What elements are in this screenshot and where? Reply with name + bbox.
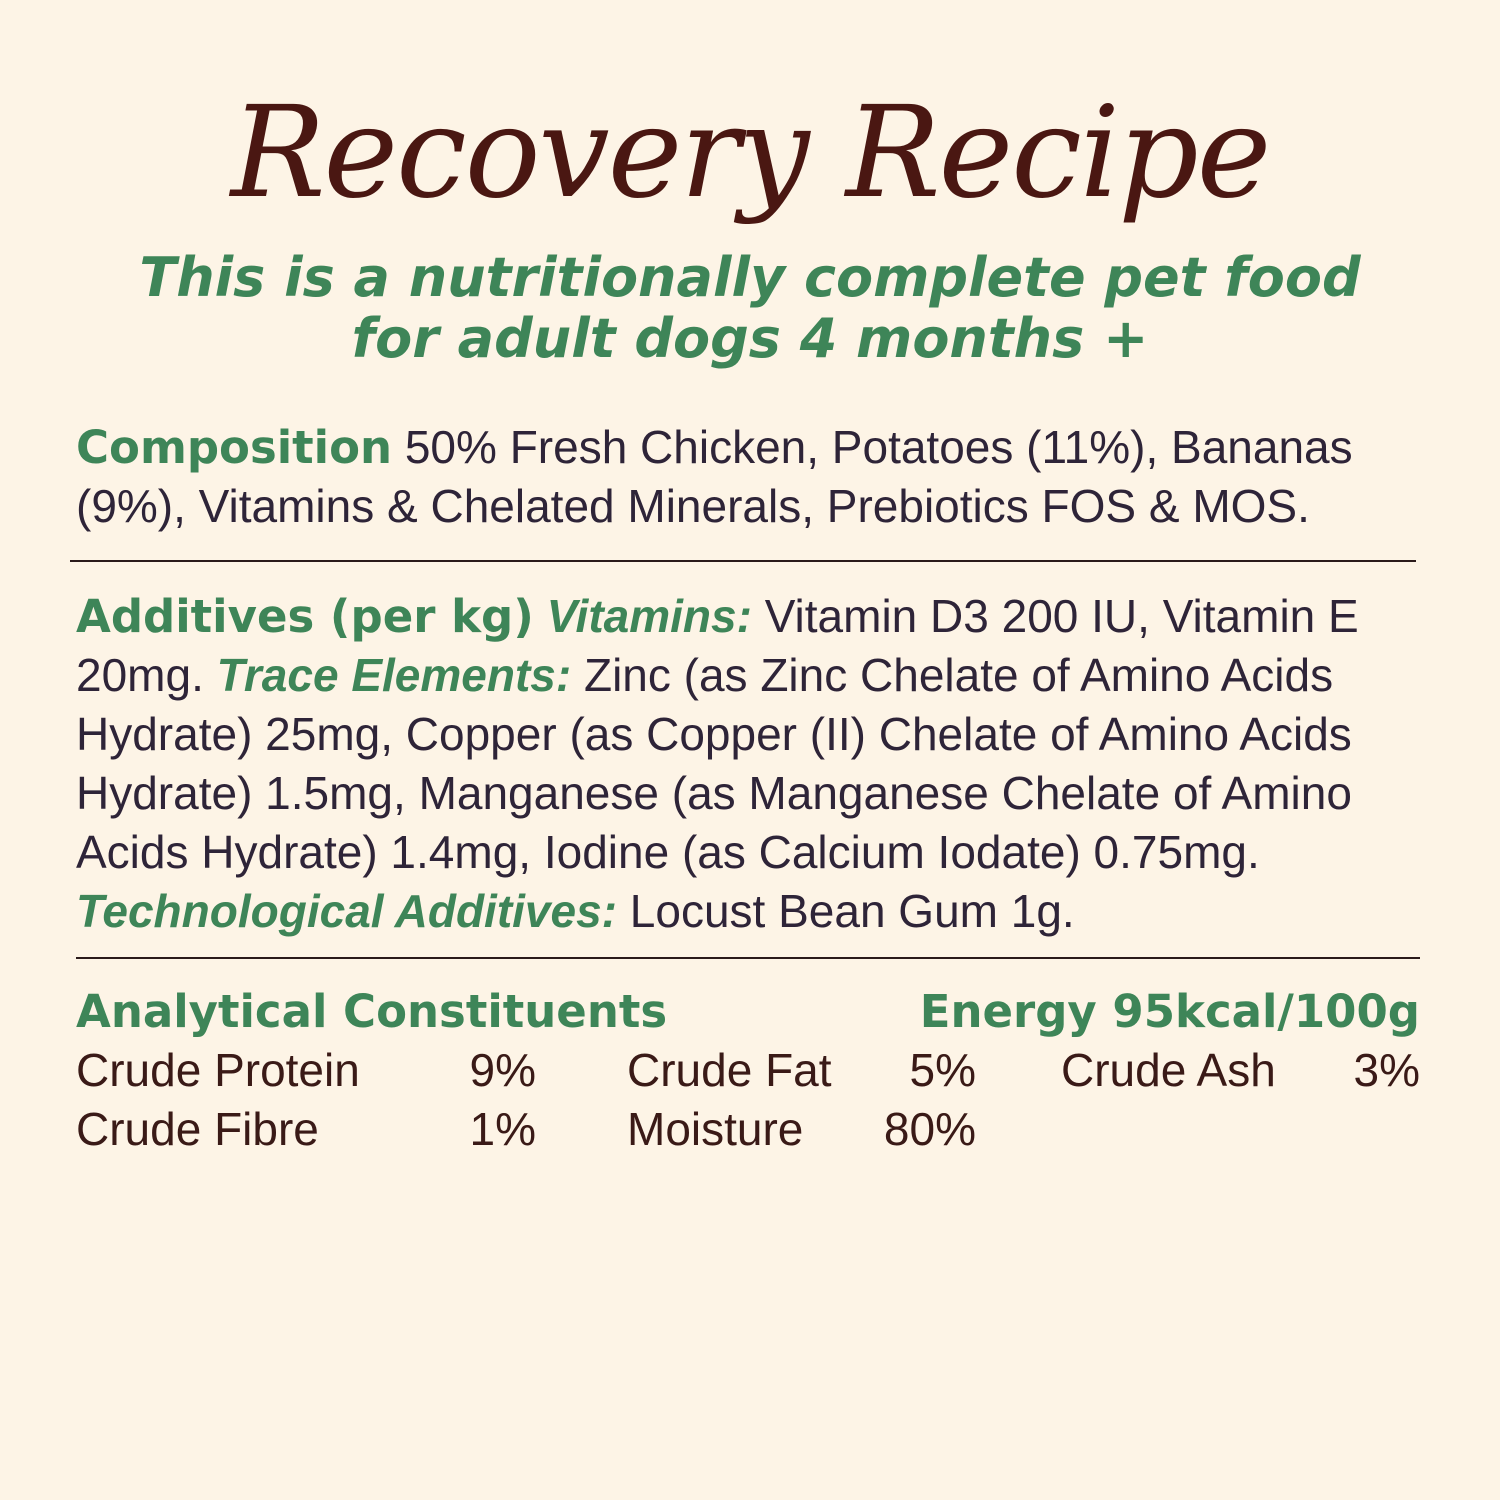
technological-additives-label: Technological Additives: (76, 885, 617, 937)
trace-elements-text: Zinc (as Zinc Chelate of Amino Acids Hydrate) 25mg, Copper (as Copper (II) Chelate of Amino Acids Hydrate) 1.5mg, Manganese (as Manganese Chelate of Amino Acids Hydrate) 1.4mg, Iodine (as Calcium Iodate) 0.75mg. (76, 649, 1352, 878)
technological-additives-text: Locust Bean Gum 1g. (629, 885, 1075, 937)
constituent-name: Moisture (627, 1103, 804, 1155)
recipe-title: Recovery Recipe (230, 79, 1270, 226)
constituent-value: 3% (1353, 1044, 1420, 1096)
trace-elements-label: Trace Elements: (216, 649, 572, 701)
composition-section (76, 418, 1421, 536)
vitamins-text: Vitamin D3 200 IU, Vitamin E 20mg. (76, 590, 1359, 701)
subtitle-line-2: for adult dogs 4 months + (351, 307, 1149, 370)
recipe-subtitle (0, 247, 1500, 369)
energy-value: Energy 95kcal/100g (919, 985, 1420, 1038)
constituent-name: Crude Protein (76, 1044, 360, 1096)
constituent-value: 80% (883, 1103, 976, 1155)
constituent-value: 1% (469, 1103, 536, 1155)
additives-label: Additives (per kg) (76, 590, 534, 643)
constituent-value: 9% (469, 1044, 536, 1096)
constituent-name: Crude Fat (627, 1044, 832, 1096)
constituent-name: Crude Ash (1061, 1044, 1276, 1096)
subtitle-line-1: This is a nutritionally complete pet food (139, 246, 1361, 309)
divider-composition (70, 560, 1416, 562)
constituent-name: Crude Fibre (76, 1103, 319, 1155)
vitamins-label: Vitamins: (546, 590, 752, 642)
constituent-value: 5% (909, 1044, 976, 1096)
composition-text: 50% Fresh Chicken, Potatoes (11%), Bananas (9%), Vitamins & Chelated Minerals, Prebiotics FOS & MOS. (76, 421, 1353, 532)
additives-section (76, 587, 1421, 941)
analytical-constituents-heading: Analytical Constituents (76, 985, 668, 1038)
divider-additives (76, 957, 1420, 959)
composition-label: Composition (76, 421, 393, 474)
